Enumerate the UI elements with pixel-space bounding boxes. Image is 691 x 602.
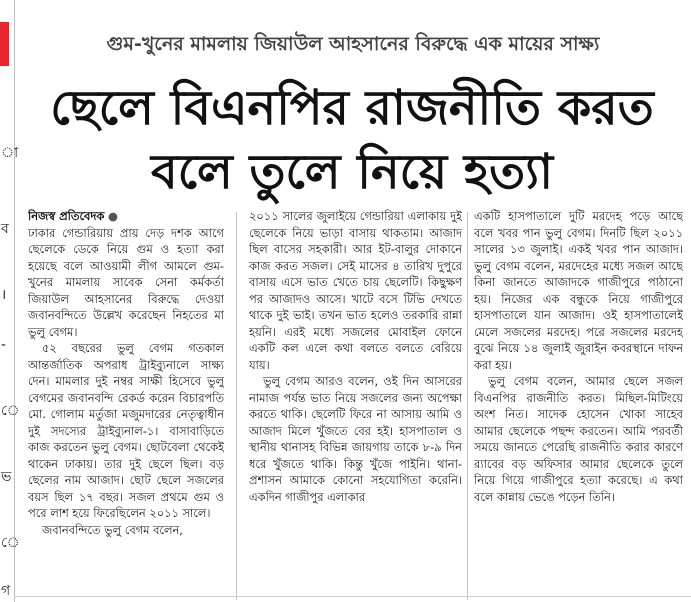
column-divider: [236, 212, 237, 600]
paragraph: ২০১১ সালের জুলাইয়ে গেন্ডারিয়া এলাকায় দুই ছেলেকে নিয়ে ভাড়া বাসায় থাকতাম। আজাদ ছিল বাসের সহকারী। আর ইট-বালুর দোকানে কাজ করত সজল। সেই মাসের ৪ তারিখ দুপুরে বাসায় এসে ভাত খেতে চায় ছেলেটি। কিছুক্ষণ পর আজাদও আসে। খাটে বসে টিভি দেখতে থাকে দুই ভাই। তখন ভাত হলেও তরকারি রান্না হয়নি। এরই মধ্যে সজলের মোবাইল ফোনে একটি কল এলে কথা বলতে বলতে বেরিয়ে যায়।: [249, 209, 462, 372]
byline: নিজস্ব প্রতিবেদক: [28, 209, 105, 223]
article-column-3: [474, 208, 683, 602]
bottom-rule: [14, 596, 691, 597]
paragraph: ভুলু বেগম বলেন, আমার ছেলে সজল বিএনপির রাজনীতি করত। মিছিল-মিটিংয়ে অংশ নিত। সাদেক হোসেন খোকা সাহেব আমার ছেলেকে পছন্দ করতেন। আমি পরবর্তী সময়ে জানতে পেরেছি রাজনীতি করার কারণে র‍্যাবের বড় অফিসার আমার ছেলেকে তুলে নিয়ে গিয়ে গাজীপুরে হত্যা করেছে। এ কথা বলে কান্নায় ভেঙে পড়েন তিনি।: [474, 374, 683, 504]
edge-fragment: ভ: [1, 469, 12, 485]
headline-line-1: ছেলে বিএনপির রাজনীতি করত: [50, 80, 654, 136]
section-marker: [0, 22, 9, 66]
paragraph: ৫২ বছরের ভুলু বেগম গতকাল আন্তর্জাতিক অপরাধ ট্রাইব্যুনালে সাক্ষ্য দেন। মামলার দুই নম্বর সাক্ষী হিসেবে ভুলু বেগমের জবানবন্দি রেকর্ড করেন বিচারপতি মো. গোলাম মর্তুজা মজুমদারের নেতৃত্বাধীন দুই সদস্যের ট্রাইব্যুনাল-১। বাসাবাড়িতে কাজ করতেন ভুলু বেগম। ছোটবেলা থেকেই থাকেন ঢাকায়। তার দুই ছেলে ছিল। বড় ছেলের নাম আজাদ। ছোট ছেলে সজলের বয়স ছিল ১৭ বছর। সজল প্রথমে গুম ও পরে লাশ হয়ে ফিরেছিলেন ২০১১ সালে।: [28, 341, 224, 520]
edge-fragment: া: [1, 145, 19, 161]
article-column-2: [249, 208, 462, 602]
edge-fragment: -: [1, 337, 7, 353]
paragraph: জবানবন্দিতে ভুলু বেগম বলেন,: [42, 522, 183, 537]
paragraph: ভুলু বেগম আরও বলেন, ওই দিন আসরের নামাজ পর্যন্ত ভাত নিয়ে সজলের জন্য অপেক্ষা করতে থাকি। ছেলেটি ফিরে না আসায় আমি ও আজাদ মিলে খুঁজতে বের হই। হাসপাতাল ও স্থানীয় থানাসহ বিভিন্ন জায়গায় তাকে ৮-৯ দিন ধরে খুঁজতে থাকি। কিন্তু খুঁজে পাইনি। থানা-প্রশাসন আমাকে কোনো সহযোগিতা করেনি। একদিন গাজীপুর এলাকার: [249, 374, 462, 504]
paragraph: একটি হাসপাতালে দুটি মরদেহ পড়ে আছে বলে খবর পান ভুলু বেগম। দিনটি ছিল ২০১১ সালের ১৩ জুলাই। একই খবর পান আজাদ। ভুলু বেগম বলেন, মরদেহের মধ্যে সজল আছে কিনা জানতে আজাদকে গাজীপুরে পাঠানো হয়। নিজের এক বন্ধুকে নিয়ে গাজীপুরে হাসপাতালে যান আজাদ। ওই হাসপাতালেই মেলে সজলের মরদেহ। পরে সজলের মরদেহ বুঝে নিয়ে ১৪ জুলাই জুরাইন কবরস্থানে দাফন করা হয়।: [474, 209, 683, 372]
paragraph: ঢাকার গেন্ডারিয়ায় প্রায় দেড় দশক আগে ছেলেকে ডেকে নিয়ে গুম ও হত্যা করা হয়েছে বলে আওয়ামী লীগ আমলে গুম-খুনের মামলায় সাবেক সেনা কর্মকর্তা জিয়াউল আহসানের বিরুদ্ধে দেওয়া জবানবন্দিতে উল্লেখ করেছেন নিহতের মা ভুলু বেগম।: [28, 225, 224, 339]
edge-fragment: ে: [1, 403, 20, 419]
edge-fragment: ে: [1, 535, 20, 551]
byline-paragraph: [28, 208, 224, 225]
byline-bullet-icon: ●: [107, 209, 118, 223]
article-kicker: গুম-খুনের মামলায় জিয়াউল আহসানের বিরুদ্ধে এক মায়ের সাক্ষ্য: [106, 33, 600, 55]
adjacent-column-edge: [0, 0, 20, 602]
article-column-1: [28, 208, 224, 602]
headline-line-2: বলে তুলে নিয়ে হত্যা: [151, 144, 553, 200]
edge-fragment: ।: [1, 287, 7, 303]
edge-fragment: গ: [1, 583, 11, 599]
edge-fragment: ব: [1, 221, 9, 237]
column-divider: [467, 212, 468, 600]
